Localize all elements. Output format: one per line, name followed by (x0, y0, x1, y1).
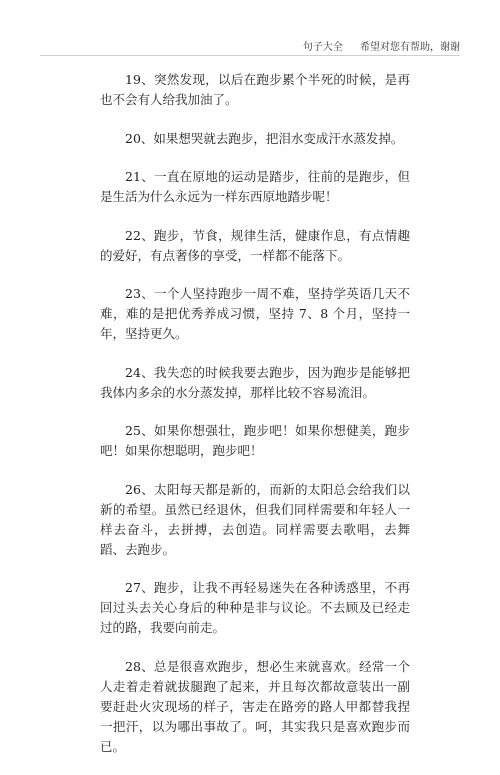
header-note: 希望对您有帮助，谢谢 (360, 42, 460, 53)
paragraph-25: 25、如果你想强壮，跑步吧！如果你想健美，跑步吧！如果你想聪明，跑步吧！ (100, 423, 410, 458)
paragraph-19: 19、突然发现，以后在跑步累个半死的时候，是再也不会有人给我加油了。 (100, 72, 410, 107)
paragraph-27: 27、跑步，让我不再轻易迷失在各种诱惑里，不再回过头去关心身后的种种是非与议论。不去顾及已经走过的路，我要向前走。 (100, 580, 410, 635)
page-header (303, 38, 460, 53)
paragraph-26: 26、太阳每天都是新的，而新的太阳总会给我们以新的希望。虽然已经退休，但我们同样需要和年轻人一样去奋斗，去拼搏，去创造。同样需要去歌唱，去舞蹈、去跑步。 (100, 481, 410, 557)
document-body (100, 70, 410, 775)
paragraph-21: 21、一直在原地的运动是踏步，往前的是跑步，但是生活为什么永远为一样东西原地踏步呢！ (100, 169, 410, 204)
paragraph-23: 23、一个人坚持跑步一周不难，坚持学英语几天不难，难的是把优秀养成习惯，坚持 7、8 个月，坚持一年，坚持更久。 (100, 286, 410, 341)
paragraph-20: 20、如果想哭就去跑步，把泪水变成汗水蒸发掉。 (125, 130, 404, 146)
header-title: 句子大全 (302, 42, 343, 53)
paragraph-28: 28、总是很喜欢跑步，想必生来就喜欢。经常一个人走着走着就拔腿跑了起来，并且每次都故意装出一副要赶赴火灾现场的样子，害走在路旁的路人甲都替我捏一把汗，以为哪出事故了。呵，其实我只是喜欢跑步而已。 (100, 658, 410, 754)
paragraph-24: 24、我失恋的时候我要去跑步，因为跑步是能够把我体内多余的水分蒸发掉，那样比较不容易流泪。 (100, 364, 410, 400)
header-divider (40, 55, 460, 56)
paragraph-22: 22、跑步，节食，规律生活，健康作息，有点情趣的爱好，有点奢侈的享受，一样都不能落下。 (100, 227, 410, 263)
